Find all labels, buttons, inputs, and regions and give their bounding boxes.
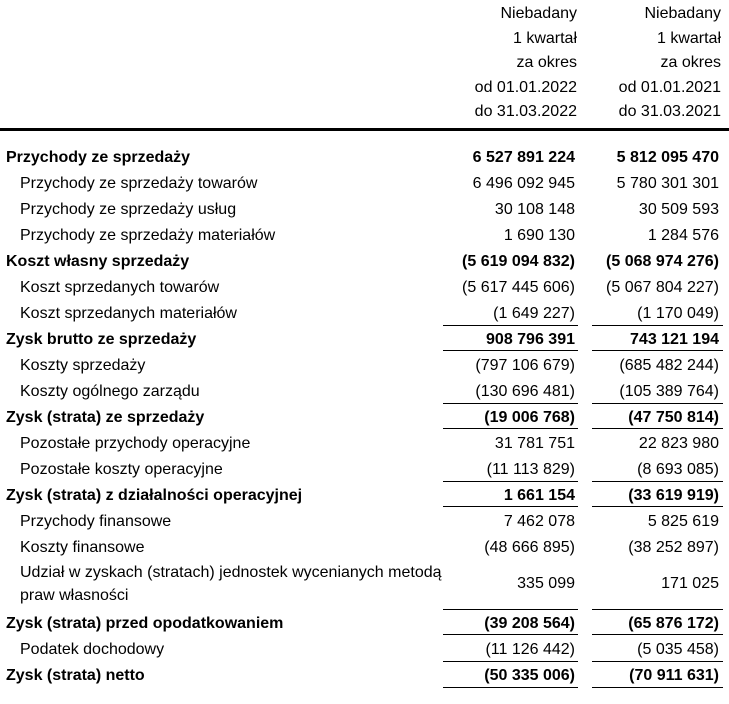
subtotal-line — [443, 428, 578, 429]
value-2021: 5 812 095 470 — [616, 149, 719, 166]
row-label: Pozostałe koszty operacyjne — [20, 461, 223, 478]
table-row — [0, 170, 729, 196]
header-line: za okres — [660, 54, 721, 71]
table-row — [0, 222, 729, 248]
subtotal-line — [592, 350, 723, 351]
row-label: Zysk (strata) ze sprzedaży — [6, 409, 205, 426]
subtotal-line — [592, 634, 723, 635]
value-2021: (105 389 764) — [619, 383, 719, 400]
table-row — [0, 430, 729, 456]
table-row — [0, 196, 729, 222]
value-2022: 6 496 092 945 — [472, 175, 575, 192]
value-2022: 1 690 130 — [503, 227, 575, 244]
table-row — [0, 482, 729, 508]
row-label: Koszty sprzedaży — [20, 357, 146, 374]
value-2021: 5 780 301 301 — [616, 175, 719, 192]
value-2021: 30 509 593 — [638, 201, 719, 218]
row-label: Przychody ze sprzedaży — [6, 149, 191, 166]
value-2021: 22 823 980 — [638, 435, 719, 452]
header-line: od 01.01.2022 — [474, 78, 577, 96]
table-row — [0, 300, 729, 326]
value-2021: 743 121 194 — [630, 331, 719, 348]
table-row — [0, 404, 729, 430]
table-row — [0, 144, 729, 170]
subtotal-line — [592, 428, 723, 429]
value-2022: (50 335 006) — [484, 667, 575, 684]
value-2021: (38 252 897) — [628, 539, 719, 556]
value-2022: (5 619 094 832) — [462, 253, 575, 270]
column-headers — [0, 0, 729, 128]
value-2021: 171 025 — [661, 575, 719, 592]
value-2022: 6 527 891 224 — [472, 149, 575, 166]
table-row — [0, 248, 729, 274]
row-label: Koszt sprzedanych materiałów — [20, 305, 237, 322]
income-statement-table — [0, 144, 729, 688]
value-2022: 31 781 751 — [494, 435, 575, 452]
value-2021: (5 068 974 276) — [606, 253, 719, 270]
table-row — [0, 560, 729, 610]
header-line: do 31.03.2021 — [618, 103, 721, 120]
subtotal-line — [443, 350, 578, 351]
value-2022: 1 661 154 — [503, 487, 575, 504]
header-divider — [0, 128, 729, 131]
column-header-2021 — [619, 2, 721, 125]
row-label: Koszt własny sprzedaży — [6, 253, 190, 270]
value-2022: 335 099 — [517, 575, 575, 592]
row-label: Zysk (strata) przed opodatkowaniem — [6, 615, 284, 632]
value-2021: 5 825 619 — [647, 513, 719, 530]
table-row — [0, 352, 729, 378]
value-2022: (11 113 829) — [486, 461, 575, 478]
total-line — [443, 687, 578, 688]
row-label: Przychody ze sprzedaży towarów — [20, 175, 258, 192]
value-2021: (47 750 814) — [628, 409, 719, 426]
row-label: Koszt sprzedanych towarów — [20, 279, 220, 296]
value-2021: (1 170 049) — [637, 305, 719, 322]
header-line: 1 kwartał — [656, 29, 721, 47]
table-row — [0, 508, 729, 534]
value-2021: (5 035 458) — [637, 641, 719, 658]
value-2021: (685 482 244) — [619, 357, 719, 374]
value-2021: (8 693 085) — [637, 461, 719, 478]
table-row — [0, 610, 729, 636]
value-2022: 908 796 391 — [486, 331, 575, 348]
subtotal-line — [592, 506, 723, 507]
row-label: Przychody finansowe — [20, 513, 172, 530]
value-2022: (19 006 768) — [484, 409, 575, 426]
value-2022: (11 126 442) — [485, 641, 575, 658]
subtotal-line — [443, 506, 578, 507]
value-2022: (797 106 679) — [475, 357, 575, 374]
total-line — [592, 687, 723, 688]
row-label: Pozostałe przychody operacyjne — [20, 435, 251, 452]
row-label: Przychody ze sprzedaży usług — [20, 201, 237, 218]
table-row — [0, 534, 729, 560]
header-line: za okres — [516, 54, 577, 71]
table-row — [0, 636, 729, 662]
value-2022: 7 462 078 — [503, 513, 575, 530]
header-line: Niebadany — [500, 5, 577, 22]
value-2022: (48 666 895) — [484, 539, 575, 556]
row-label: Zysk (strata) z działalności operacyjnej — [6, 487, 303, 504]
row-label: Koszty ogólnego zarządu — [20, 383, 200, 400]
row-label: Koszty finansowe — [20, 539, 145, 556]
header-line: od 01.01.2021 — [618, 78, 721, 96]
value-2021: (33 619 919) — [628, 487, 719, 504]
row-label: Zysk brutto ze sprzedaży — [6, 331, 197, 348]
column-header-2022 — [475, 2, 577, 125]
row-label: Udział w zyskach (stratach) jednostek wycenianych metodą praw własności — [20, 564, 442, 604]
value-2022: 30 108 148 — [494, 201, 575, 218]
table-row — [0, 274, 729, 300]
value-2021: 1 284 576 — [647, 227, 719, 244]
header-line: do 31.03.2022 — [474, 103, 577, 120]
row-label: Podatek dochodowy — [20, 641, 165, 658]
table-row — [0, 378, 729, 404]
value-2022: (39 208 564) — [484, 615, 575, 632]
header-line: 1 kwartał — [512, 29, 577, 47]
value-2022: (5 617 445 606) — [462, 279, 575, 296]
value-2021: (5 067 804 227) — [606, 279, 719, 296]
subtotal-line — [443, 634, 578, 635]
value-2022: (130 696 481) — [475, 383, 575, 400]
value-2021: (70 911 631) — [629, 667, 719, 684]
row-label: Zysk (strata) netto — [6, 667, 145, 684]
value-2021: (65 876 172) — [628, 615, 719, 632]
header-line: Niebadany — [644, 5, 721, 22]
table-row — [0, 326, 729, 352]
row-label: Przychody ze sprzedaży materiałów — [20, 227, 276, 244]
table-row — [0, 456, 729, 482]
table-row — [0, 662, 729, 688]
value-2022: (1 649 227) — [493, 305, 575, 322]
